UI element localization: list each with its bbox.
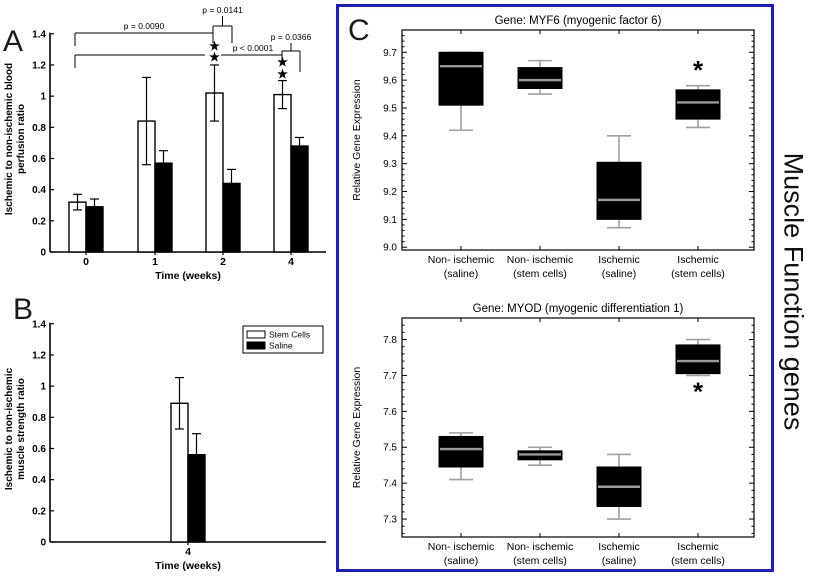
y-tick-label: 0 xyxy=(40,537,46,549)
x-axis-title: Time (weeks) xyxy=(155,270,221,282)
right-vertical-label-text: Muscle Function genes xyxy=(778,152,808,431)
chart-title: Gene: MYF6 (myogenic factor 6) xyxy=(494,15,662,27)
category-label: Ischemic xyxy=(598,254,640,266)
y-tick-label: 7.8 xyxy=(383,335,397,347)
y-tick-label: 0.6 xyxy=(32,443,46,455)
category-label: (saline) xyxy=(443,555,479,567)
y-tick-label: 7.4 xyxy=(383,478,397,490)
y-tick-label: 0.2 xyxy=(32,506,46,518)
star-annotation: ★ xyxy=(277,67,288,81)
star-annotation: * xyxy=(692,376,704,407)
y-axis-title: muscle strength ratio xyxy=(16,378,27,480)
y-tick-label: 1.4 xyxy=(32,319,46,331)
category-label: (stem cells) xyxy=(671,555,725,567)
category-label: (saline) xyxy=(601,268,637,280)
box xyxy=(597,162,641,219)
box xyxy=(439,52,483,105)
y-tick-label: 9.3 xyxy=(383,159,397,171)
y-tick-label: 0.4 xyxy=(32,185,46,197)
category-label: (stem cells) xyxy=(671,268,725,280)
y-tick-label: 1.2 xyxy=(32,350,46,362)
y-tick-label: 9.7 xyxy=(383,47,397,59)
y-tick-label: 0.4 xyxy=(32,475,46,487)
panel-b-label: B xyxy=(13,293,34,326)
bar-saline xyxy=(155,163,172,252)
y-tick-label: 0.8 xyxy=(32,412,46,424)
category-label: Non- ischemic xyxy=(427,541,495,553)
y-axis-title: Ischemic to non-ischemic blood xyxy=(4,62,15,216)
category-label: Ischemic xyxy=(677,254,719,266)
y-tick-label: 9.2 xyxy=(383,187,397,199)
y-tick-label: 9.6 xyxy=(383,75,397,87)
y-tick-label: 1 xyxy=(40,381,46,393)
category-label: (stem cells) xyxy=(513,555,567,567)
y-tick-label: 7.6 xyxy=(383,406,397,418)
category-label: Ischemic xyxy=(677,541,719,553)
y-tick-label: 9.4 xyxy=(383,131,397,143)
category-label: Non- ischemic xyxy=(506,541,574,553)
y-axis-title: perfusion ratio xyxy=(16,103,27,175)
star-annotation: ★ xyxy=(209,50,220,64)
y-tick-label: 0 xyxy=(40,247,46,259)
x-axis-title: Time (weeks) xyxy=(155,560,221,572)
panel-a-bar-chart xyxy=(0,0,340,290)
box xyxy=(518,68,562,89)
box xyxy=(439,436,483,467)
x-tick-label: 4 xyxy=(288,256,294,268)
chart-title: Gene: MYOD (myogenic differentiation 1) xyxy=(472,303,684,315)
category-label: Non- ischemic xyxy=(427,254,495,266)
y-tick-label: 0.8 xyxy=(32,122,46,134)
legend-label: Stem Cells xyxy=(269,329,311,340)
legend-label: Saline xyxy=(269,340,293,351)
y-tick-label: 1.4 xyxy=(32,29,46,41)
box xyxy=(676,345,720,374)
legend-swatch xyxy=(247,331,265,338)
category-label: (saline) xyxy=(601,555,637,567)
star-annotation: * xyxy=(692,54,704,85)
star-annotation: ★ xyxy=(277,55,288,69)
box xyxy=(676,90,720,119)
category-label: Ischemic xyxy=(598,541,640,553)
star-annotation: ★ xyxy=(209,39,220,53)
y-tick-label: 9.5 xyxy=(383,103,397,115)
y-tick-label: 9.0 xyxy=(383,242,397,254)
y-tick-label: 7.3 xyxy=(383,514,397,526)
y-tick-label: 7.7 xyxy=(383,370,397,382)
category-label: (stem cells) xyxy=(513,268,567,280)
significance-label: p = 0.0141 xyxy=(202,5,243,15)
y-tick-label: 7.5 xyxy=(383,442,397,454)
significance-label: p = 0.0090 xyxy=(123,21,165,31)
panel-c-label: C xyxy=(348,14,370,47)
legend-swatch xyxy=(247,342,265,349)
right-vertical-label xyxy=(772,0,813,583)
panel-c-boxplots xyxy=(336,4,774,572)
bar-stem-cells xyxy=(274,95,291,252)
x-tick-label: 1 xyxy=(152,256,158,268)
y-tick-label: 1.2 xyxy=(32,60,46,72)
y-tick-label: 0.6 xyxy=(32,153,46,165)
x-tick-label: 4 xyxy=(185,546,191,558)
x-tick-label: 0 xyxy=(83,256,89,268)
x-tick-label: 2 xyxy=(220,256,226,268)
significance-label: p = 0.0366 xyxy=(270,32,312,42)
significance-label: p < 0.0001 xyxy=(232,43,274,53)
panel-b-bar-chart xyxy=(0,290,340,583)
panel-a-label: A xyxy=(3,25,24,58)
category-label: (saline) xyxy=(443,268,479,280)
y-axis-title: Relative Gene Expression xyxy=(351,366,363,489)
y-axis-title: Relative Gene Expression xyxy=(351,79,363,201)
y-axis-title: Ischemic to non-ischemic xyxy=(4,367,15,491)
category-label: Non- ischemic xyxy=(506,254,574,266)
y-tick-label: 0.2 xyxy=(32,216,46,228)
bar-saline xyxy=(291,146,308,252)
y-tick-label: 1 xyxy=(40,91,46,103)
y-tick-label: 9.1 xyxy=(383,214,397,226)
